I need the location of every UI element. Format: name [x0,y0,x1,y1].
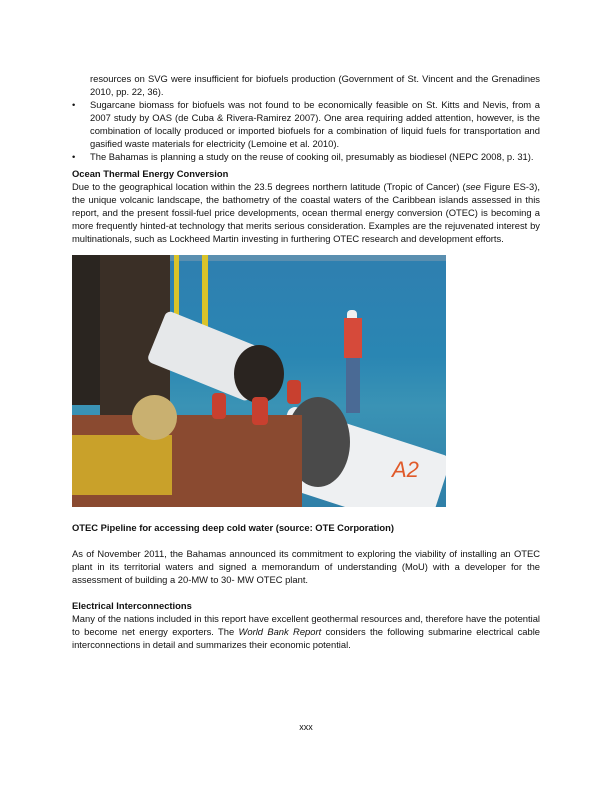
page-body [72,72,540,651]
bullet-text: The Bahamas is planning a study on the reuse of cooking oil, presumably as biodiesel (NEPC 2008, p. 31). [90,151,534,162]
otec-text-2: Figure ES-3), the unique volcanic landscape, the bathometry of the coastal waters of the Caribbean islands assessed in this report, and the present fossil-fuel price developments, ocean thermal energy conversion (OTEC) is becoming a more frequently hinted-at technology that merits serious consideration. Examples are the rejuvenated interest by multinationals, such as Lockheed Martin investing in furthering OTEC research and development efforts. [72,181,540,244]
bullet-icon: • [72,151,76,162]
spacer [72,586,540,599]
bahamas-paragraph: As of November 2011, the Bahamas announced its commitment to exploring the viability of installing an OTEC plant in its territorial waters and signed a memorandum of understanding (MoU) with a developer for the assessment of building a 20-MW to 30- MW OTEC plant. [72,548,540,585]
bullet-icon: • [72,99,76,110]
otec-paragraph [72,180,540,245]
interconnections-paragraph [72,612,540,651]
otec-text-1: Due to the geographical location within the 23.5 degrees northern latitude (Tropic of Cancer) ( [72,181,466,192]
interconnections-text-2: considers the following submarine electrical cable interconnections in detail and summarizes their economic potential. [72,626,540,650]
pipe-label: A2 [392,457,419,482]
continuation-text: resources on SVG were insufficient for biofuels production (Government of St. Vincent and the Grenadines 2010, pp. 22, 36). [90,73,540,97]
interconnections-text-italic: World Bank Report [238,626,322,637]
figure-caption: OTEC Pipeline for accessing deep cold water (source: OTE Corporation) [72,522,394,533]
bullet-list [72,98,540,163]
otec-heading: Ocean Thermal Energy Conversion [72,168,229,179]
spacer [72,534,540,547]
bullet-text: Sugarcane biomass for biofuels was not found to be economically feasible on St. Kitts and Nevis, from a 2007 study by OAS (de Cuba & Rivera-Ramirez 2007). One area requiring added attention, however, is the combination of locally produced or imported biofuels for a combination of liquid fuels for transportation and gasified waste materials for electricity (Lemoine et al. 2010). [90,99,540,149]
bullet-item [72,98,540,150]
otec-pipeline-photo [72,255,446,507]
interconnections-heading: Electrical Interconnections [72,600,192,611]
otec-text-italic: see [465,181,481,192]
interconnections-text-1: Many of the nations included in this report have excellent geothermal resources and, therefore have the potential to become net energy exporters. The [72,613,540,637]
bullet-item [72,150,540,163]
page-number: xxx [299,722,313,732]
